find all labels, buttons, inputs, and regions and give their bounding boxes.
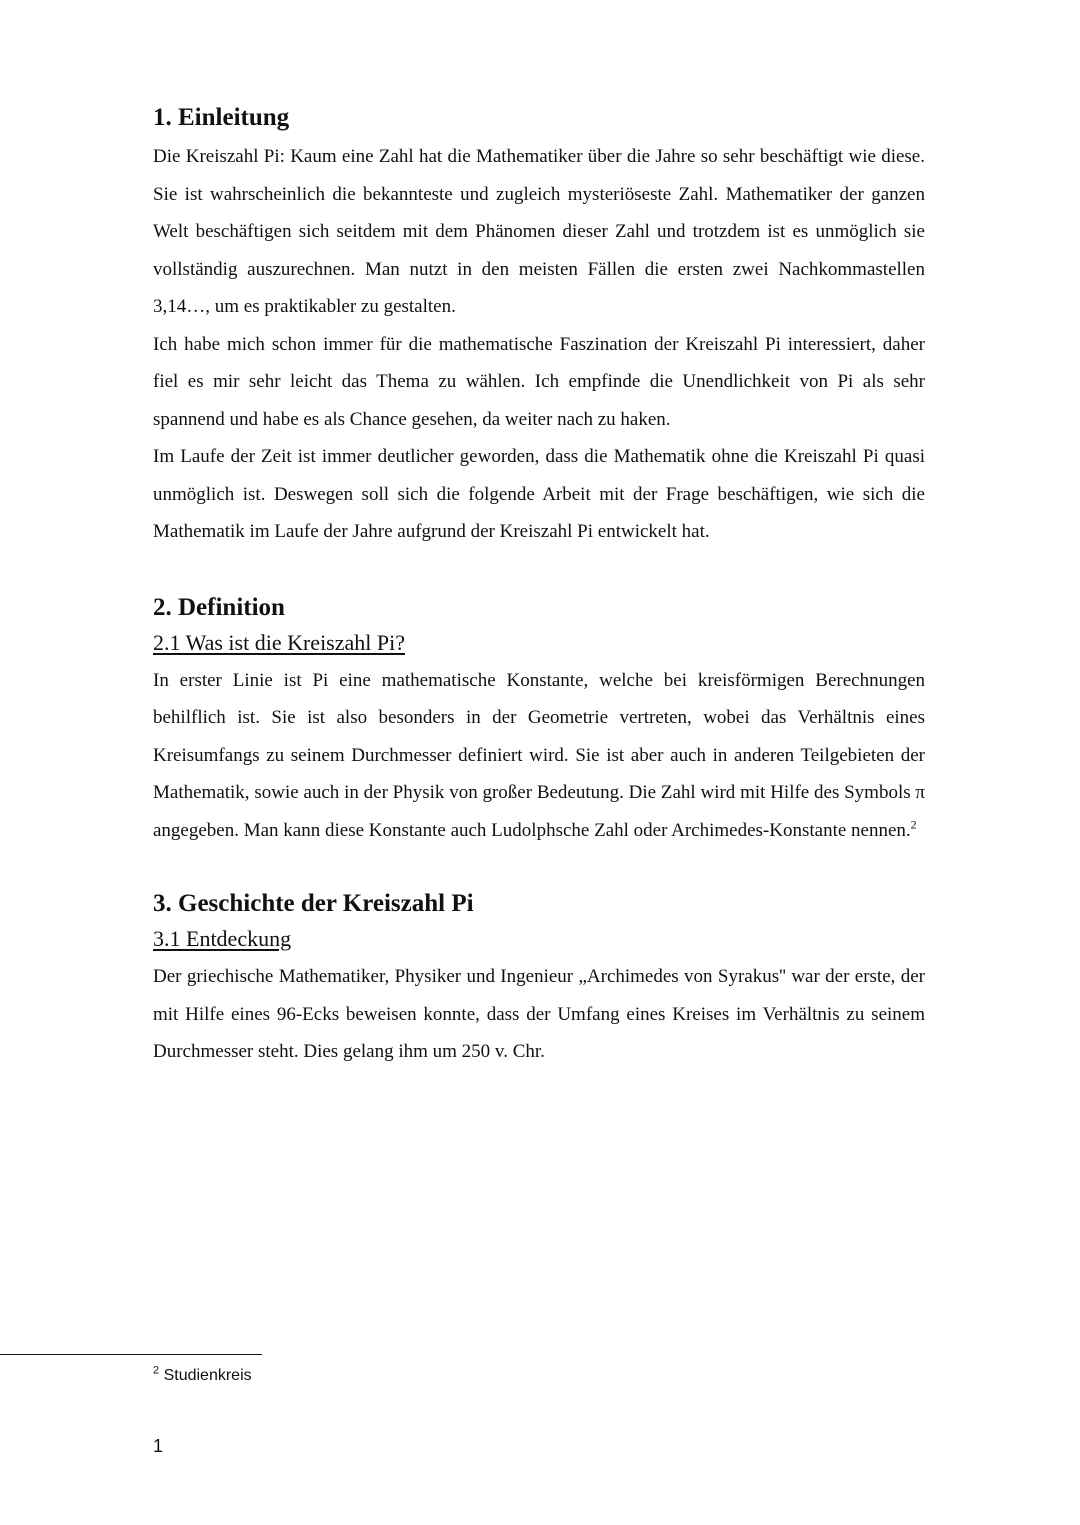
section-heading-definition: 2. Definition: [153, 593, 285, 621]
paragraph-definition: [153, 662, 925, 850]
paragraph-entdeckung: Der griechische Mathematiker, Physiker und Ingenieur „Archimedes von Syrakus'' war der erste, der mit Hilfe eines 96-Ecks beweisen konnte, dass der Umfang eines Kreises im Verhältnis zu seinem Durchmesser steht. Dies gelang ihm um 250 v. Chr.: [153, 966, 925, 1062]
footnote: [153, 1364, 252, 1388]
page-number: 1: [153, 1436, 164, 1456]
paragraph-einleitung-3: Im Laufe der Zeit ist immer deutlicher geworden, dass die Mathematik ohne die Kreiszahl Pi quasi unmöglich ist. Deswegen soll sich die folgende Arbeit mit der Frage beschäftigen, wie sich die Mathematik im Laufe der Jahre aufgrund der Kreiszahl Pi entwickelt hat.: [153, 446, 925, 542]
footnote-reference[interactable]: 2: [910, 817, 917, 832]
paragraph-definition-text: In erster Linie ist Pi eine mathematische Konstante, welche bei kreisförmigen Berechnungen behilflich ist. Sie ist also besonders in der Geometrie vertreten, wobei das Verhältnis eines Kreisumfangs zu seinem Durchmesser definiert wird. Sie ist aber auch in anderen Teilgebieten der Mathematik, sowie auch in der Physik von großer Bedeutung. Die Zahl wird mit Hilfe des Symbols π angegeben. Man kann diese Konstante auch Ludolphsche Zahl oder Archimedes-Konstante nennen.: [153, 669, 925, 841]
paragraph-einleitung-2: Ich habe mich schon immer für die mathematische Faszination der Kreiszahl Pi interessiert, daher fiel es mir sehr leicht das Thema zu wählen. Ich empfinde die Unendlichkeit von Pi als sehr spannend und habe es als Chance gesehen, da weiter nach zu haken.: [153, 333, 925, 430]
footnote-text: Studienkreis: [163, 1367, 252, 1384]
footnote-number: 2: [153, 1364, 160, 1377]
paragraph-einleitung-1: Die Kreiszahl Pi: Kaum eine Zahl hat die Mathematiker über die Jahre so sehr beschäftigt wie diese. Sie ist wahrscheinlich die bekannteste und zugleich mysteriöseste Zahl. Mathematiker der ganzen Welt beschäftigen sich seitdem mit dem Phänomen dieser Zahl und trotzdem ist es unmöglich sie vollständig auszurechnen. Man nutzt in den meisten Fällen die ersten zwei Nachkommastellen 3,14…, um es praktikabler zu gestalten.: [153, 146, 925, 317]
footnote-divider: [0, 1354, 262, 1355]
section-heading-geschichte: 3. Geschichte der Kreiszahl Pi: [153, 890, 474, 917]
section-heading-einleitung: 1. Einleitung: [153, 104, 290, 131]
subheading-entdeckung: 3.1 Entdeckung: [153, 926, 292, 951]
subheading-was-ist-pi: 2.1 Was ist die Kreiszahl Pi?: [153, 629, 406, 655]
document-page: [153, 100, 925, 1071]
